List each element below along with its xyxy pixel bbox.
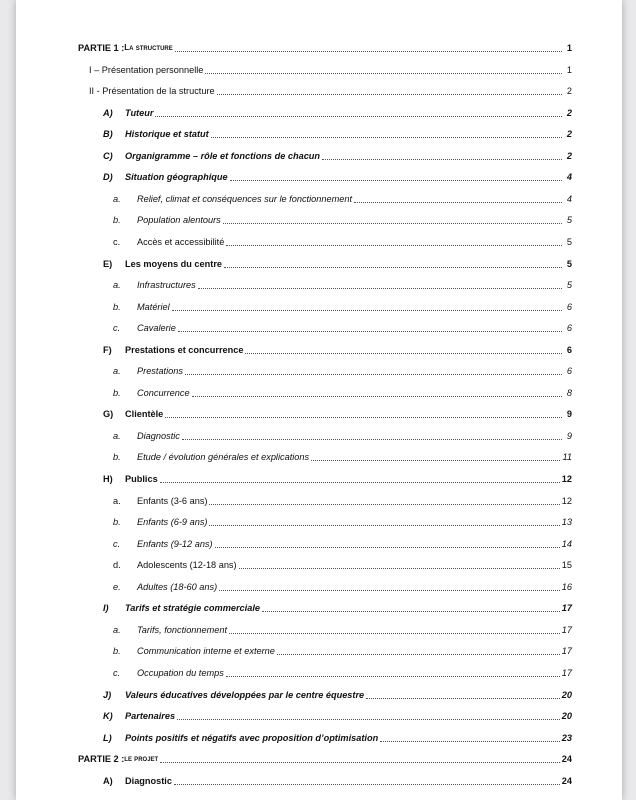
- dot-leader: [172, 309, 562, 311]
- toc-page-number: 12: [561, 495, 572, 506]
- dot-leader: [182, 438, 562, 440]
- dot-leader: [215, 546, 560, 548]
- toc-entry-number: b.: [113, 301, 121, 312]
- toc-page-number: 9: [566, 430, 572, 441]
- toc-entry[interactable]: [103, 685, 572, 701]
- toc-entry-number: H): [103, 474, 113, 484]
- toc-page-number: 5: [566, 215, 572, 226]
- toc-part-subtitle: le projet: [124, 754, 159, 764]
- toc-entry-title: Cavalerie: [137, 323, 176, 334]
- dot-leader: [230, 179, 562, 181]
- toc-entry-number: I): [103, 603, 109, 614]
- toc-entry-number: E): [103, 258, 113, 269]
- toc-page-number: 17: [561, 603, 572, 614]
- toc-page-number: 12: [561, 474, 572, 484]
- document-page: [16, 0, 622, 800]
- toc-entry-number: b.: [113, 215, 121, 226]
- toc-entry[interactable]: [113, 383, 572, 399]
- dot-leader: [262, 610, 560, 612]
- toc-entry[interactable]: [113, 447, 572, 463]
- toc-page-number: 15: [561, 560, 572, 571]
- dot-leader: [211, 136, 562, 138]
- toc-part-subtitle: La structure: [124, 43, 173, 52]
- toc-entry-title: Points positifs et négatifs avec proposition d’optimisation: [125, 732, 379, 743]
- toc-page-number: 24: [561, 775, 572, 786]
- toc-entry-number: a.: [113, 624, 121, 635]
- toc-page-number: 1: [566, 43, 572, 53]
- dot-leader: [245, 352, 562, 354]
- toc-entry-title: Adolescents (12-18 ans): [137, 560, 237, 571]
- toc-page-number: 20: [561, 689, 572, 700]
- toc-page-number: 2: [566, 107, 572, 118]
- toc-entry-title: Prestations et concurrence: [125, 344, 244, 355]
- toc-entry-title: Occupation du temps: [137, 668, 224, 678]
- toc-part-heading[interactable]: [78, 749, 572, 765]
- toc-entry-title: Enfants (3-6 ans): [137, 495, 208, 506]
- toc-page-number: 14: [561, 538, 572, 549]
- toc-page-number: 17: [561, 646, 572, 657]
- toc-entry-title: Partenaires: [125, 711, 176, 722]
- toc-entry-title: Matériel: [137, 301, 170, 312]
- toc-page-number: 20: [561, 711, 572, 722]
- dot-leader: [223, 222, 562, 224]
- toc-entry-title: Communication interne et externe: [137, 646, 275, 657]
- dot-leader: [239, 567, 560, 569]
- toc-entry[interactable]: [103, 146, 572, 162]
- toc-entry-number: c.: [113, 668, 121, 678]
- toc-entry-title: Diagnostic: [137, 430, 180, 441]
- toc-entry-number: b.: [113, 452, 121, 463]
- toc-entry[interactable]: [113, 297, 572, 313]
- toc-page-number: 6: [566, 366, 572, 377]
- toc-entry[interactable]: [103, 340, 572, 356]
- dot-leader: [155, 115, 562, 117]
- toc-entry-title: Organigramme – rôle et fonctions de chacun: [125, 150, 321, 161]
- toc-entry[interactable]: [113, 512, 572, 528]
- dot-leader: [209, 524, 559, 526]
- toc-entry-number: a.: [113, 366, 121, 377]
- toc-page-number: 8: [566, 387, 572, 398]
- toc-entry[interactable]: [113, 534, 572, 550]
- toc-entry[interactable]: [113, 232, 572, 248]
- toc-entry-number: c.: [113, 237, 121, 247]
- dot-leader: [219, 589, 560, 591]
- toc-entry[interactable]: [103, 771, 572, 787]
- toc-entry-number: C): [103, 150, 113, 161]
- toc-entry-title: I – Présentation personnelle: [89, 64, 204, 75]
- toc-entry-title: Accès et accessibilité: [137, 237, 225, 247]
- toc-entry[interactable]: [113, 318, 572, 334]
- toc-entry-number: b.: [113, 646, 121, 657]
- toc-entry-number: B): [103, 129, 113, 140]
- toc-page-number: 6: [566, 323, 572, 334]
- dot-leader: [175, 50, 562, 52]
- toc-entry-number: e.: [113, 581, 121, 592]
- toc-entry-title: PARTIE 1 :: [78, 43, 125, 53]
- toc-entry[interactable]: [89, 60, 572, 76]
- toc-entry-number: a.: [113, 193, 121, 204]
- toc-entry-number: F): [103, 344, 112, 355]
- toc-entry[interactable]: [113, 555, 572, 571]
- dot-leader: [178, 330, 562, 332]
- toc-entry-title: Enfants (9-12 ans): [137, 538, 213, 549]
- toc-entry[interactable]: [103, 124, 572, 140]
- toc-entry-title: Clientèle: [125, 409, 164, 420]
- toc-entry-title: Relief, climat et conséquences sur le fonctionnement: [137, 193, 353, 204]
- toc-entry-title: Tarifs et stratégie commerciale: [125, 603, 260, 614]
- dot-leader: [160, 481, 560, 483]
- toc-entry-number: d.: [113, 560, 121, 571]
- toc-entry-number: D): [103, 172, 113, 183]
- toc-entry-title: Tarifs, fonctionnement: [137, 624, 228, 635]
- toc-entry-number: a.: [113, 280, 121, 291]
- toc-entry[interactable]: [103, 404, 572, 420]
- toc-entry-number: L): [103, 732, 112, 743]
- toc-page-number: 2: [566, 129, 572, 140]
- dot-leader: [322, 158, 562, 160]
- toc-page-number: 1: [566, 64, 572, 75]
- toc-entry[interactable]: [113, 491, 572, 507]
- dot-leader: [354, 201, 562, 203]
- toc-entry[interactable]: [113, 641, 572, 657]
- toc-entry-title: Prestations: [137, 366, 183, 377]
- toc-entry-title: Publics: [125, 474, 158, 484]
- dot-leader: [277, 653, 560, 655]
- toc-page-number: 11: [562, 452, 572, 463]
- toc-page-number: 13: [561, 517, 572, 528]
- toc-entry[interactable]: [113, 426, 572, 442]
- dot-leader: [226, 244, 562, 246]
- dot-leader: [205, 72, 562, 74]
- dot-leader: [380, 740, 560, 742]
- toc-entry-title: Diagnostic: [125, 775, 172, 786]
- toc-page-number: 5: [566, 237, 572, 247]
- toc-entry-title: Enfants (6-9 ans): [137, 517, 208, 528]
- toc-page-number: 6: [566, 344, 572, 355]
- dot-leader: [177, 718, 560, 720]
- toc-entry[interactable]: [103, 728, 572, 744]
- dot-leader: [160, 761, 560, 763]
- dot-leader: [366, 697, 560, 699]
- toc-entry-number: A): [103, 775, 113, 786]
- toc-entry-number: K): [103, 711, 113, 722]
- toc-page-number: 5: [566, 280, 572, 291]
- toc-entry[interactable]: [113, 275, 572, 291]
- toc-page-number: 17: [561, 668, 572, 678]
- toc-entry-number: c.: [113, 323, 121, 334]
- toc-entry[interactable]: [103, 167, 572, 183]
- toc-entry-title: Valeurs éducatives développées par le centre équestre: [125, 689, 365, 700]
- toc-page-number: 16: [561, 581, 572, 592]
- toc-entry[interactable]: [113, 361, 572, 377]
- toc-entry-title: Infrastructures: [137, 280, 196, 291]
- toc-entry[interactable]: [103, 598, 572, 614]
- dot-leader: [192, 395, 562, 397]
- toc-entry-title: Adultes (18-60 ans): [137, 581, 218, 592]
- toc-part-heading[interactable]: [78, 38, 572, 54]
- toc-entry-title: PARTIE 2 :: [78, 754, 125, 765]
- toc-entry[interactable]: [103, 469, 572, 485]
- toc-entry[interactable]: [103, 103, 572, 119]
- toc-page-number: 2: [566, 86, 572, 97]
- toc-entry-title: II - Présentation de la structure: [89, 86, 215, 97]
- toc-page-number: 23: [561, 732, 572, 743]
- toc-entry[interactable]: [103, 254, 572, 270]
- toc-entry[interactable]: [113, 210, 572, 226]
- toc-entry-title: Etude / évolution générales et explications: [137, 452, 310, 463]
- toc-entry[interactable]: [113, 620, 572, 636]
- dot-leader: [311, 459, 560, 461]
- toc-entry-title: Tuteur: [125, 107, 154, 118]
- toc-entry-title: Historique et statut: [125, 129, 209, 140]
- toc-page-number: 6: [566, 301, 572, 312]
- toc-entry[interactable]: [113, 663, 572, 679]
- toc-page-number: 4: [566, 172, 572, 183]
- dot-leader: [165, 416, 562, 418]
- dot-leader: [217, 93, 562, 95]
- toc-entry-number: b.: [113, 387, 121, 398]
- toc-page-number: 4: [566, 193, 572, 204]
- toc-entry-number: a.: [113, 495, 121, 506]
- dot-leader: [226, 675, 560, 677]
- dot-leader: [209, 503, 559, 505]
- toc-page-number: 2: [566, 150, 572, 161]
- toc-page-number: 9: [566, 409, 572, 420]
- toc-entry-number: a.: [113, 430, 121, 441]
- dot-leader: [198, 287, 562, 289]
- toc-entry[interactable]: [113, 577, 572, 593]
- toc-page-number: 5: [566, 258, 572, 269]
- toc-entry-title: Population alentours: [137, 215, 221, 226]
- dot-leader: [185, 373, 562, 375]
- toc-page-number: 24: [561, 754, 572, 765]
- toc-page-number: 17: [561, 624, 572, 635]
- toc-entry-number: J): [103, 689, 112, 700]
- toc-entry-title: Situation géographique: [125, 172, 228, 183]
- toc-entry-number: c.: [113, 538, 121, 549]
- toc-entry[interactable]: [103, 706, 572, 722]
- toc-entry-number: b.: [113, 517, 121, 528]
- dot-leader: [174, 783, 560, 785]
- toc-entry[interactable]: [113, 189, 572, 205]
- dot-leader: [224, 266, 562, 268]
- toc-entry-title: Les moyens du centre: [125, 258, 223, 269]
- toc-entry-title: Concurrence: [137, 387, 190, 398]
- dot-leader: [229, 632, 560, 634]
- toc-entry-number: A): [103, 107, 113, 118]
- toc-entry[interactable]: [89, 81, 572, 97]
- toc-entry-number: G): [103, 409, 114, 420]
